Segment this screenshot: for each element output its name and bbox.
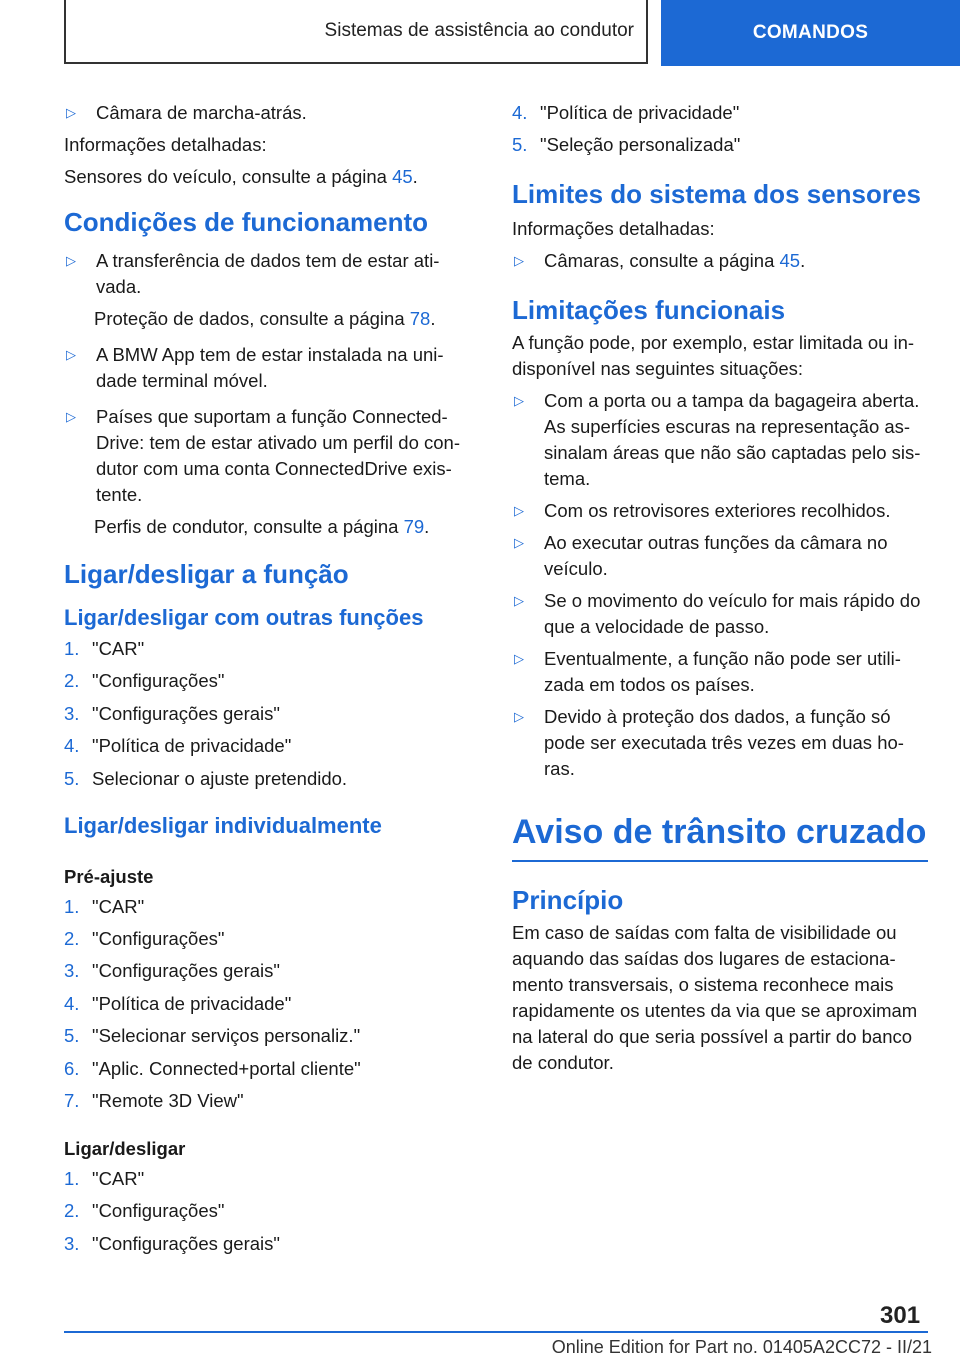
numbered-list xyxy=(512,100,928,158)
bullet-item: ▷ Câmaras, consulte a página 45. xyxy=(512,248,928,274)
header-section-title: Sistemas de assistência ao condutor xyxy=(324,20,634,41)
paragraph: Proteção de dados, consulte a página 78. xyxy=(94,308,436,329)
list-item xyxy=(64,1088,476,1114)
heading-switch: Ligar/desligar a função xyxy=(64,559,349,589)
heading-principle: Princípio xyxy=(512,885,624,916)
list-number: 2. xyxy=(64,670,80,692)
list-number: 5. xyxy=(512,134,528,156)
paragraph: Informações detalhadas: xyxy=(512,218,715,240)
triangle-right-icon: ▷ xyxy=(66,105,76,120)
list-text: "CAR" xyxy=(92,1167,145,1189)
list-item xyxy=(64,1231,476,1257)
triangle-right-icon: ▷ xyxy=(514,709,524,725)
bullet-item xyxy=(512,646,928,698)
list-item xyxy=(512,132,928,158)
right-column xyxy=(512,100,928,1076)
list-text: "Política de privacidade" xyxy=(92,992,292,1014)
list-item xyxy=(64,991,476,1017)
list-text: "Selecionar serviços personaliz." xyxy=(92,1025,361,1047)
heading-functional-limits: Limitações funcionais xyxy=(512,295,786,326)
triangle-right-icon: ▷ xyxy=(514,651,524,667)
triangle-right-icon: ▷ xyxy=(66,253,76,268)
numbered-list xyxy=(64,636,476,792)
heading-conditions: Condições de funcionamento xyxy=(64,207,429,237)
bullet-list xyxy=(512,388,928,782)
footer-edition: Online Edition for Part no. 01405A2CC72 - II/21 xyxy=(551,1337,932,1357)
triangle-right-icon: ▷ xyxy=(514,535,524,551)
header-section xyxy=(64,0,648,64)
heading-preset: Pré-ajuste xyxy=(64,865,154,887)
list-item xyxy=(64,733,476,759)
list-text: "Remote 3D View" xyxy=(92,1089,244,1111)
header-chapter-title: COMANDOS xyxy=(752,22,869,43)
footer-rule xyxy=(64,1331,928,1333)
list-item xyxy=(64,926,476,952)
left-column xyxy=(64,100,476,1257)
list-item xyxy=(64,701,476,727)
list-text: "Aplic. Connected+portal cliente" xyxy=(92,1057,361,1079)
page-link[interactable]: 45 xyxy=(392,166,413,187)
heading-cross-traffic: Aviso de trânsito cruzado xyxy=(512,810,928,862)
page-link[interactable]: 78 xyxy=(409,308,431,329)
heading-on-off: Ligar/desligar xyxy=(64,1137,186,1159)
list-number: 1. xyxy=(64,895,80,917)
paragraph: Perfis de condutor, consulte a página 79. xyxy=(94,516,430,537)
list-number: 3. xyxy=(64,960,80,982)
triangle-right-icon: ▷ xyxy=(514,393,524,409)
bullet-item: ▷ Câmara de marcha-atrás. xyxy=(64,100,476,126)
list-text: "Configurações gerais" xyxy=(92,1232,280,1254)
triangle-right-icon: ▷ xyxy=(514,253,524,269)
list-number: 4. xyxy=(64,735,80,757)
heading-switch-other: Ligar/desligar com outras funções xyxy=(64,605,424,630)
list-item xyxy=(64,894,476,920)
bullet-item: ▷ A BMW App tem de estar instalada na uni-dade terminal móvel. xyxy=(64,342,476,394)
bullet-text: Com os retrovisores exteriores recolhidos. xyxy=(544,500,891,522)
list-number: 7. xyxy=(64,1089,80,1111)
paragraph: A função pode, por exemplo, estar limitada ou in-disponível nas seguintes situações: xyxy=(512,332,915,380)
heading-sensor-limits: Limites do sistema dos sensores xyxy=(512,179,921,210)
list-text: "Configurações gerais" xyxy=(92,960,280,982)
list-item xyxy=(64,668,476,694)
list-number: 3. xyxy=(64,702,80,724)
list-number: 2. xyxy=(64,1200,80,1222)
list-text: "Configurações gerais" xyxy=(92,702,280,724)
list-text: "Configurações" xyxy=(92,670,225,692)
list-item xyxy=(64,1056,476,1082)
triangle-right-icon: ▷ xyxy=(514,503,524,519)
list-number: 4. xyxy=(64,992,80,1014)
header-chapter-tab[interactable] xyxy=(661,0,960,66)
list-text: "CAR" xyxy=(92,895,145,917)
list-text: "Política de privacidade" xyxy=(540,102,740,123)
numbered-list xyxy=(64,894,476,1114)
list-number: 3. xyxy=(64,1232,80,1254)
bullet-item xyxy=(512,588,928,640)
list-number: 1. xyxy=(64,638,80,659)
list-text: "CAR" xyxy=(92,638,145,659)
numbered-list xyxy=(64,1166,476,1257)
list-item xyxy=(64,636,476,662)
bullet-item xyxy=(512,388,928,492)
list-text: "Seleção personalizada" xyxy=(540,134,741,156)
bullet-item xyxy=(512,530,928,582)
bullet-item xyxy=(512,704,928,782)
list-text: "Política de privacidade" xyxy=(92,735,292,757)
bullet-text: Se o movimento do veículo for mais rápido do que a velocidade de passo. xyxy=(544,590,921,638)
list-item xyxy=(64,1166,476,1192)
bullet-item xyxy=(512,498,928,524)
paragraph: Informações detalhadas: xyxy=(64,134,267,155)
triangle-right-icon: ▷ xyxy=(66,347,76,362)
triangle-right-icon: ▷ xyxy=(66,409,76,424)
list-number: 2. xyxy=(64,927,80,949)
page-link[interactable]: 45 xyxy=(779,250,801,272)
list-item xyxy=(64,958,476,984)
heading-individual: Ligar/desligar individualmente xyxy=(64,812,382,838)
bullet-text: Com a porta ou a tampa da bagageira aberta. As superfícies escuras na representação as-sinalam áreas que não são captadas pelo sis-tema. xyxy=(544,390,921,490)
page-number: 301 xyxy=(880,1302,921,1329)
list-text: Selecionar o ajuste pretendido. xyxy=(92,767,348,789)
paragraph: Em caso de saídas com falta de visibilidade ou aquando das saídas dos lugares de estaciona-mento transversais, o sistema reconhece mais rapidamente os utentes da via que se aproximam na lateral do que seria possível a partir do banco de condutor. xyxy=(512,922,918,1074)
bullet-item: ▷ Países que suportam a função Connected-Drive: tem de estar ativado um perfil do con-dutor com uma conta ConnectedDrive exis-tente. xyxy=(64,404,476,508)
list-number: 5. xyxy=(64,767,80,789)
bullet-item: ▷ A transferência de dados tem de estar ati-vada. xyxy=(64,248,476,300)
page-link[interactable]: 79 xyxy=(403,516,425,537)
paragraph: Sensores do veículo, consulte a página 45. xyxy=(64,166,418,187)
bullet-text: Eventualmente, a função não pode ser utili-zada em todos os países. xyxy=(544,648,901,696)
list-text: "Configurações" xyxy=(92,927,225,949)
list-number: 4. xyxy=(512,102,528,123)
triangle-right-icon: ▷ xyxy=(514,593,524,609)
list-number: 6. xyxy=(64,1057,80,1079)
list-item xyxy=(512,100,928,126)
list-number: 1. xyxy=(64,1167,80,1189)
list-number: 5. xyxy=(64,1025,80,1047)
list-item xyxy=(64,766,476,792)
list-item xyxy=(64,1023,476,1049)
list-text: "Configurações" xyxy=(92,1200,225,1222)
bullet-text: Ao executar outras funções da câmara no veículo. xyxy=(544,532,888,580)
bullet-text: Devido à proteção dos dados, a função só pode ser executada três vezes em duas ho-ras. xyxy=(544,706,904,780)
list-item xyxy=(64,1198,476,1224)
